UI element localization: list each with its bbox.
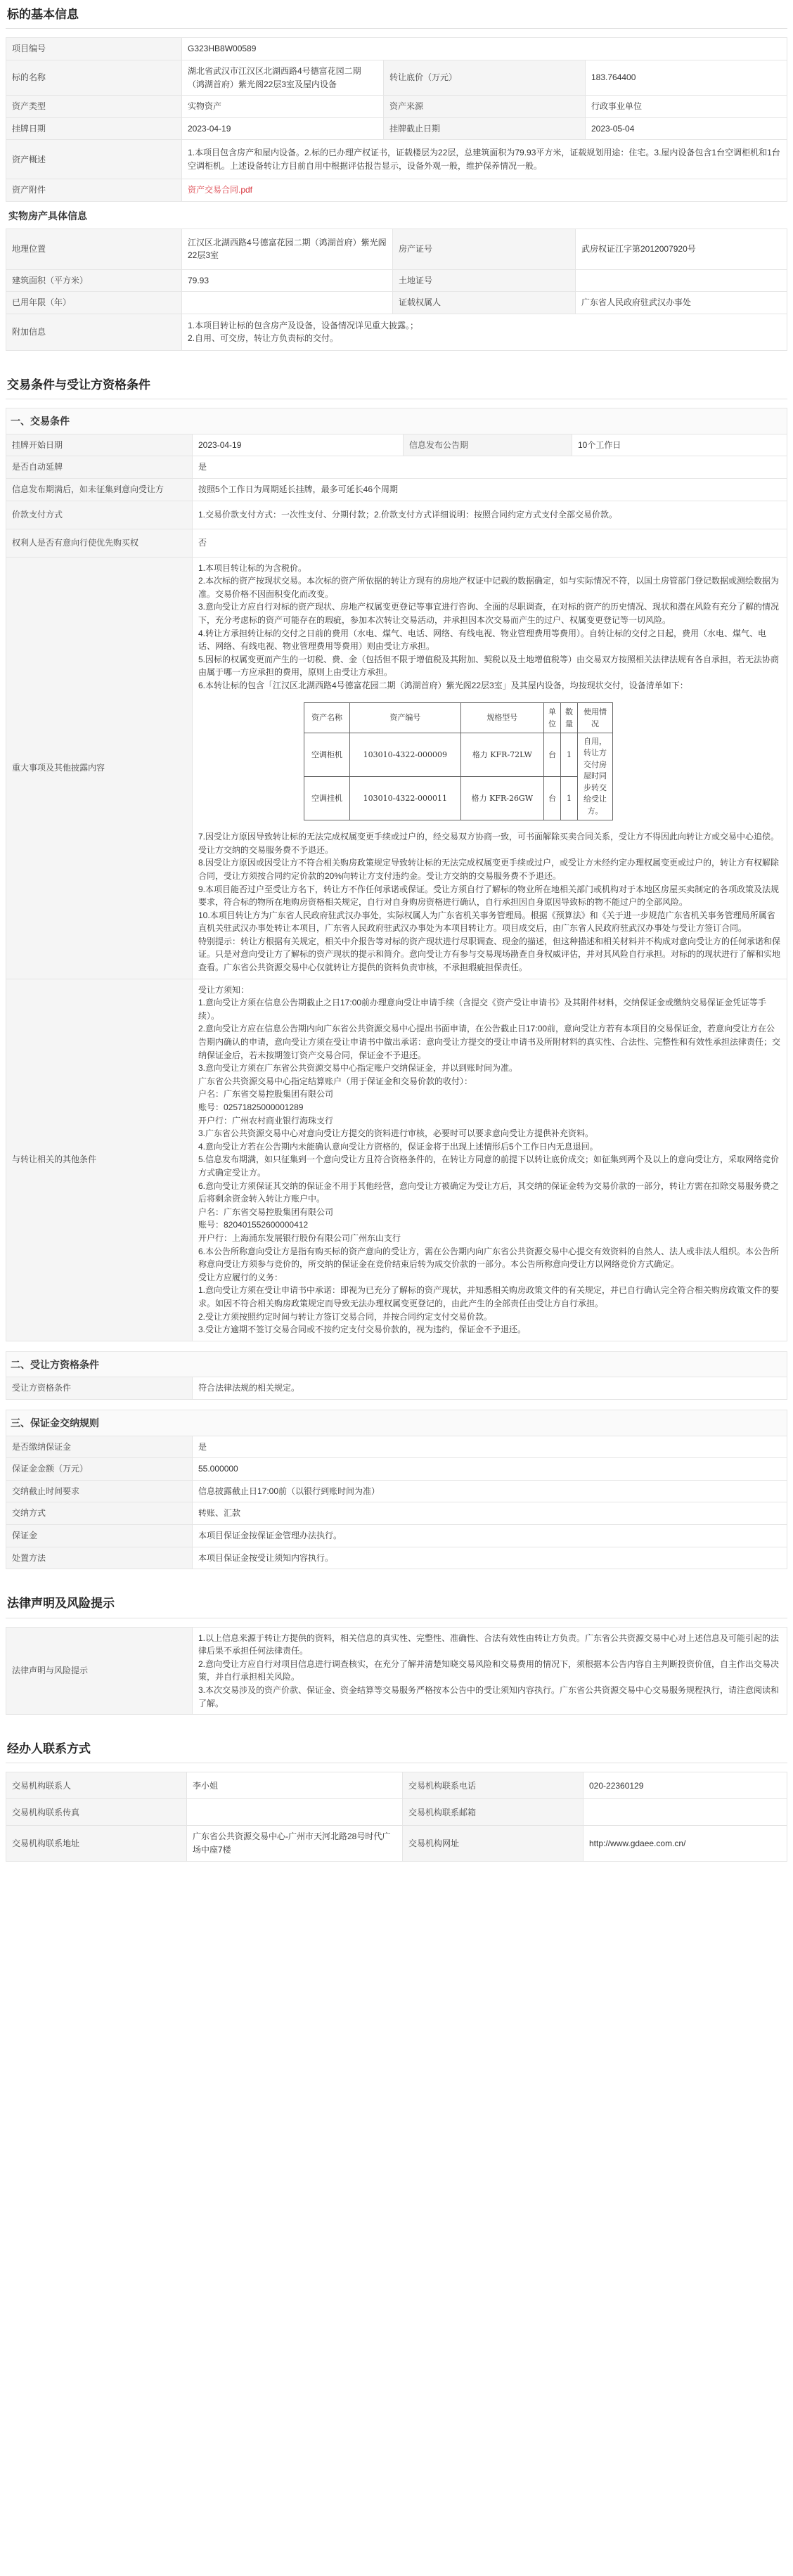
- deposit-table: [6, 1436, 787, 1570]
- major-disclosure: [193, 557, 787, 979]
- attachment-cell: [182, 179, 787, 202]
- label: 信息发布期满后，如未征集到意向受让方: [6, 479, 193, 501]
- label: 交易机构网址: [403, 1826, 584, 1861]
- extra-line: 1.本项目转让标的包含房产及设备，设备情况详见重大披露。；: [188, 320, 419, 330]
- equip-cell: 103010-4322-000011: [350, 776, 461, 820]
- estate-table: [6, 228, 787, 351]
- label: 地理位置: [6, 228, 182, 269]
- legal-table: [6, 1627, 787, 1715]
- property-cert: 武房权证江字第2012007920号: [576, 228, 787, 269]
- equip-header: 规格型号: [460, 702, 543, 733]
- label: 资产附件: [6, 179, 182, 202]
- start-date: 2023-04-19: [193, 434, 404, 456]
- extra-info: [182, 314, 787, 350]
- deposit-required: 是: [193, 1436, 787, 1458]
- equip-usage: 自用，转让方交付房屋时同步转交给受让方。: [578, 733, 613, 820]
- asset-name: 湖北省武汉市江汉区北湖西路4号德富花园二期（鸿湖首府）紫光阁22层3室及屋内设备: [182, 60, 384, 95]
- label: 转让底价（万元）: [384, 60, 586, 95]
- deposit-deadline: 信息披露截止日17:00前（以银行到账时间为准）: [193, 1480, 787, 1502]
- label: 标的名称: [6, 60, 182, 95]
- contact-website-link[interactable]: http://www.gdaee.com.cn/: [589, 1838, 686, 1848]
- label: 受让方资格条件: [6, 1377, 193, 1400]
- equipment-table-wrap: [198, 693, 781, 831]
- label: 是否缴纳保证金: [6, 1436, 193, 1458]
- auto-extend: 是: [193, 456, 787, 479]
- listing-end-date: 2023-05-04: [586, 117, 787, 140]
- equip-header: 资产编号: [350, 702, 461, 733]
- table-row: [304, 733, 613, 776]
- land-cert: [576, 269, 787, 292]
- contact-email: [584, 1799, 787, 1826]
- contact-website-cell: [584, 1826, 787, 1861]
- used-years: [182, 292, 393, 314]
- label: 交纳截止时间要求: [6, 1480, 193, 1502]
- qualification: 符合法律法规的相关规定。: [193, 1377, 787, 1400]
- label: 资产来源: [384, 96, 586, 118]
- label: 交易机构联系邮箱: [403, 1799, 584, 1826]
- label: 项目编号: [6, 38, 182, 60]
- label: 交纳方式: [6, 1502, 193, 1525]
- label: 信息发布公告期: [404, 434, 572, 456]
- label: 挂牌开始日期: [6, 434, 193, 456]
- contact-section: [6, 1734, 787, 1862]
- other-conditions: 受让方须知： 1.意向受让方须在信息公告期截止之日17:00前办理意向受让申请手续（含提交《资产受让申请书》及其附件材料，交纳保证金或缴纳交易保证金凭证等手续）。 2.意向受让方应在信息公告期内向广东省公共资源交易中心提出书面申请，在公告截止日17:00前，意向受让方若有本项目的交易保证金，若意向受让方在公告期内确认的申请，意向受让方须在受让申请书中做出承诺：意向受让方提交的受让申请书及所附材料的真实性、合法性、完整性和有效性承担法律责任；交纳保证金后，若未按期签订资产交易合同，保证金不予退还。 3.意向受让方须在广东省公共资源交易中心指定账户交纳保证金，并以到账时间为准。 广东省公共资源交易中心指定结算账户（用于保证金和交易价款的收付）： 户名：广东省交易控股集团有限公司 账号：02571825000001289 开户行：广州农村商业银行海珠支行 3.广东省公共资源交易中心对意向受让方提交的资料进行审核，必要时可以要求意向受让方提供补充资料。 4.意向受让方若在公告期内未能确认意向受让方资格的，保证金将于出现上述情形后5个工作日内无息退回。 5.信息发布期满，如只征集到一个意向受让方且符合资格条件的，在转让方同意的前提下以转让底价成交；如征集到两个及以上的意向受让方，采取网络竞价方式确定受让方。 6.意向受让方须保证其交纳的保证金不用于其他经营，意向受让方被确定为受让方后，其交纳的保证金转为交易价款的一部分，转让方需在扣除交易服务费之后将剩余资金转入转让方账户中。 户名：广东省交易控股集团有限公司 账号：820401552600000412 开户行：上海浦东发展银行股份有限公司广州东山支行 6.本公告所称意向受让方是指有购买标的资产意向的受让方，需在公告期内向广东省公共资源交易中心提交有效资料的自然人、法人或非法人组织。本公告所称意向受让方须参与竞价的，所交纳的保证金在竞价结束后转为成交价款的一部分。本公告所称意向受让方以网络竞价方式确定。 受让方应履行的义务： 1.意向受让方须在受让申请书中承诺：即视为已充分了解标的资产现状，并知悉相关购房政策文件的有关规定，并已自行确认完全符合相关购房政策文件的要求。如因不符合相关购房政策规定而导致无法办理权属变更登记的，由此产生的全部责任由受让方自行承担。 2.受让方须按照约定时间与转让方签订交易合同，并按合同约定支付交易价款。 3.受让方逾期不签订交易合同或不按约定支付交易价款的，视为违约，保证金不予退还。: [193, 979, 787, 1341]
- equip-cell: 103010-4322-000009: [350, 733, 461, 776]
- deposit-handling: 本项目保证金按受让须知内容执行。: [193, 1547, 787, 1569]
- equip-header: 数量: [561, 702, 578, 733]
- label: 重大事项及其他披露内容: [6, 557, 193, 979]
- label: 挂牌日期: [6, 117, 182, 140]
- label: 保证金: [6, 1525, 193, 1547]
- attachment-link[interactable]: 资产交易合同.pdf: [188, 185, 253, 195]
- disclosure-text: 1.本项目转让标的为含税价。 2.本次标的资产按现状交易。本次标的资产所依据的转让方现有的房地产权证中记载的数据确定，如与实际情况不符，以国土房管部门登记数据或测绘数据为准。交易价格不因面积变化而改变。 3.意向受让方应自行对标的资产现状、房地产权属变更登记等事宜进行咨询、全面的尽职调查，在对标的资产的历史情况、现状和潜在风险有充分了解的情况下，充分考虑标的资产可能存在的瑕疵，参加本次转让交易活动，并承担因本次交易而产生的过户、权属变更登记等一切风险。 4.转让方承担转让标的交付之日前的费用（水电、煤气、电话、网络、有线电视、物业管理费用等费用）。自转让标的交付之日起，费用（水电、煤气、电话、网络、有线电视、物业管理费用等费用）则由受让方承担。 5.因标的权属变更而产生的一切税、费、金（包括但不限于增值税及其附加、契税以及土地增值税等）由交易双方按照相关法律法规有各自承担，若无法协商由属于哪一方应承担的费用，原则上由受让方承担。 6.本转让标的包含「江汉区北湖西路4号德富花园二期（鸿湖首府）紫光阁22层3室」及其屋内设备，均按现状交付，设备清单如下：: [198, 562, 780, 690]
- label: 证载权属人: [393, 292, 576, 314]
- label: 保证金金额（万元）: [6, 1458, 193, 1481]
- basic-info-section: [6, 0, 787, 351]
- asset-type: 实物资产: [182, 96, 384, 118]
- label: 建筑面积（平方米）: [6, 269, 182, 292]
- label: 权利人是否有意向行使优先购买权: [6, 529, 193, 557]
- contact-fax: [187, 1799, 403, 1826]
- legal-statement: 1.以上信息来源于转让方提供的资料，相关信息的真实性、完整性、准确性、合法有效性由转让方负责。广东省公共资源交易中心对上述信息及可能引起的法律后果不承担任何法律责任。 2.意向受让方应自行对项目信息进行调查核实，在充分了解并清楚知晓交易风险和交易费用的情况下，须根据本公告内容自主判断投资价值，自主作出交易决策，并自行承担相关风险。 3.本次交易涉及的资产价款、保证金、资金结算等交易服务严格按本公告中的受让须知内容执行。广东省公共资源交易中心交易服务规程执行，请注意阅读和了解。: [193, 1627, 787, 1715]
- equip-cell: 空调挂机: [304, 776, 350, 820]
- deposit-rule: 本项目保证金按保证金管理办法执行。: [193, 1525, 787, 1547]
- label: 资产概述: [6, 140, 182, 179]
- table-row: [304, 776, 613, 820]
- label: 与转让相关的其他条件: [6, 979, 193, 1341]
- equip-cell: 格力 KFR-72LW: [460, 733, 543, 776]
- location: 江汉区北湖西路4号德富花园二期（鸿湖首府）紫光阁22层3室: [182, 228, 393, 269]
- registered-owner: 广东省人民政府驻武汉办事处: [576, 292, 787, 314]
- equipment-table: [304, 702, 613, 821]
- label: 是否自动延牌: [6, 456, 193, 479]
- label: 房产证号: [393, 228, 576, 269]
- notice-period: 10个工作日: [572, 434, 787, 456]
- trade-conditions-table: [6, 434, 787, 1341]
- qualification-subtitle: 二、受让方资格条件: [6, 1351, 787, 1377]
- equip-cell: 空调柜机: [304, 733, 350, 776]
- label: 处置方法: [6, 1547, 193, 1569]
- extra-line: 2.自用、可交房，转让方负责标的交付。: [188, 333, 339, 344]
- label: 交易机构联系电话: [403, 1772, 584, 1799]
- equip-cell: 格力 KFR-26GW: [460, 776, 543, 820]
- contact-address: 广东省公共资源交易中心-广州市天河北路28号时代广场中座7楼: [187, 1826, 403, 1861]
- label: 已用年限（年）: [6, 292, 182, 314]
- label: 法律声明与风险提示: [6, 1627, 193, 1715]
- deposit-method: 转账、汇款: [193, 1502, 787, 1525]
- contact-table: [6, 1772, 787, 1861]
- contact-person: 李小姐: [187, 1772, 403, 1799]
- basic-info-title: 标的基本信息: [6, 0, 787, 29]
- conditions-title: 交易条件与受让方资格条件: [6, 371, 787, 399]
- equip-cell: 1: [561, 733, 578, 776]
- equip-header: 单位: [544, 702, 561, 733]
- building-area: 79.93: [182, 269, 393, 292]
- preemptive-right: 否: [193, 529, 787, 557]
- label: 附加信息: [6, 314, 182, 350]
- reserve-price: 183.764400: [586, 60, 787, 95]
- label: 交易机构联系地址: [6, 1826, 187, 1861]
- contact-phone: 020-22360129: [584, 1772, 787, 1799]
- equip-cell: 台: [544, 776, 561, 820]
- deposit-amount: 55.000000: [193, 1458, 787, 1481]
- deposit-subtitle: 三、保证金交纳规则: [6, 1410, 787, 1436]
- asset-source: 行政事业单位: [586, 96, 787, 118]
- label: 价款支付方式: [6, 501, 193, 529]
- label: 土地证号: [393, 269, 576, 292]
- basic-info-table: [6, 37, 787, 202]
- legal-section: [6, 1589, 787, 1715]
- legal-title: 法律声明及风险提示: [6, 1589, 787, 1618]
- equip-cell: 1: [561, 776, 578, 820]
- label: 资产类型: [6, 96, 182, 118]
- label: 挂牌截止日期: [384, 117, 586, 140]
- label: 交易机构联系人: [6, 1772, 187, 1799]
- label: 交易机构联系传真: [6, 1799, 187, 1826]
- contact-title: 经办人联系方式: [6, 1734, 787, 1763]
- project-code: G323HB8W00589: [182, 38, 787, 60]
- no-bidder-rule: 按照5个工作日为周期延长挂牌，最多可延长46个周期: [193, 479, 787, 501]
- equip-cell: 台: [544, 733, 561, 776]
- conditions-section: [6, 371, 787, 1569]
- qualification-table: [6, 1377, 787, 1400]
- equip-header: 使用情况: [578, 702, 613, 733]
- asset-summary: 1.本项目包含房产和屋内设备。2.标的已办理产权证书，证载楼层为22层，总建筑面积为79.93平方米，证载规划用途：住宅。3.屋内设备包含1台空调柜机和1台空调柜机。上述设备转让方目前自用中根据评估报告显示，设备外观一般，维护保养情况一般。: [182, 140, 787, 179]
- disclosure-text: 7.因受让方原因导致转让标的无法完成权属变更手续或过户的，经交易双方协商一致，可书面解除买卖合同关系，受让方不得因此向转让方或交易中心追偿。受让方交纳的交易服务费不予退还。 8.因受让方原因或因受让方不符合相关购房政策规定导致转让标的无法完成权属变更手续或过户，或受让方未经约定办理权属变更或过户的，转让方有权解除合同，受让方须按合同约定价款的20%向转让方支付违约金。受让方交纳的交易服务费不予退还。 9.本项目能否过户至受让方名下，转让方不作任何承诺或保证。受让方须自行了解标的物业所在地相关部门或机构对于本地区房屋买卖制定的各项政策及法规要求，符合标的物所在地购房资格相关规定，自行对自身购房资格进行确认，自行承担因自身原因导致标的物不能过户的全部风险。 10.本项目转让方为广东省人民政府驻武汉办事处，实际权属人为广东省机关事务管理局。根据《预算法》和《关于进一步规范广东省机关事务管理局所属省直机关驻武汉办事处转让本项目，广东省人民政府驻武汉办事处为本项目转让方。项目成交后，由广东省人民政府驻武汉办事处与受让方签订合同。 特别提示：转让方根据有关规定，相关中介报告等对标的资产现状进行尽职调查、现金的描述，但这种描述和相关材料并不构成对意向受让方的任何承诺和保证。只是对意向受让方了解标的资产现状的提示和简介。意向受让方有参与交易现场勘查自身权威评估，并对其风险自行承担。对标的的现状进行了解和实地查看。广东省公共资源交易中心仅就转让方提供的资料负责审核，不承担瑕疵担保责任。: [198, 832, 781, 973]
- estate-subtitle: 实物房产具体信息: [8, 210, 87, 221]
- listing-date: 2023-04-19: [182, 117, 384, 140]
- payment-method: 1.交易价款支付方式：一次性支付、分期付款；2.价款支付方式详细说明：按照合同约定方式支付全部交易价款。: [193, 501, 787, 529]
- equip-header: 资产名称: [304, 702, 350, 733]
- trade-conditions-subtitle: 一、交易条件: [6, 408, 787, 434]
